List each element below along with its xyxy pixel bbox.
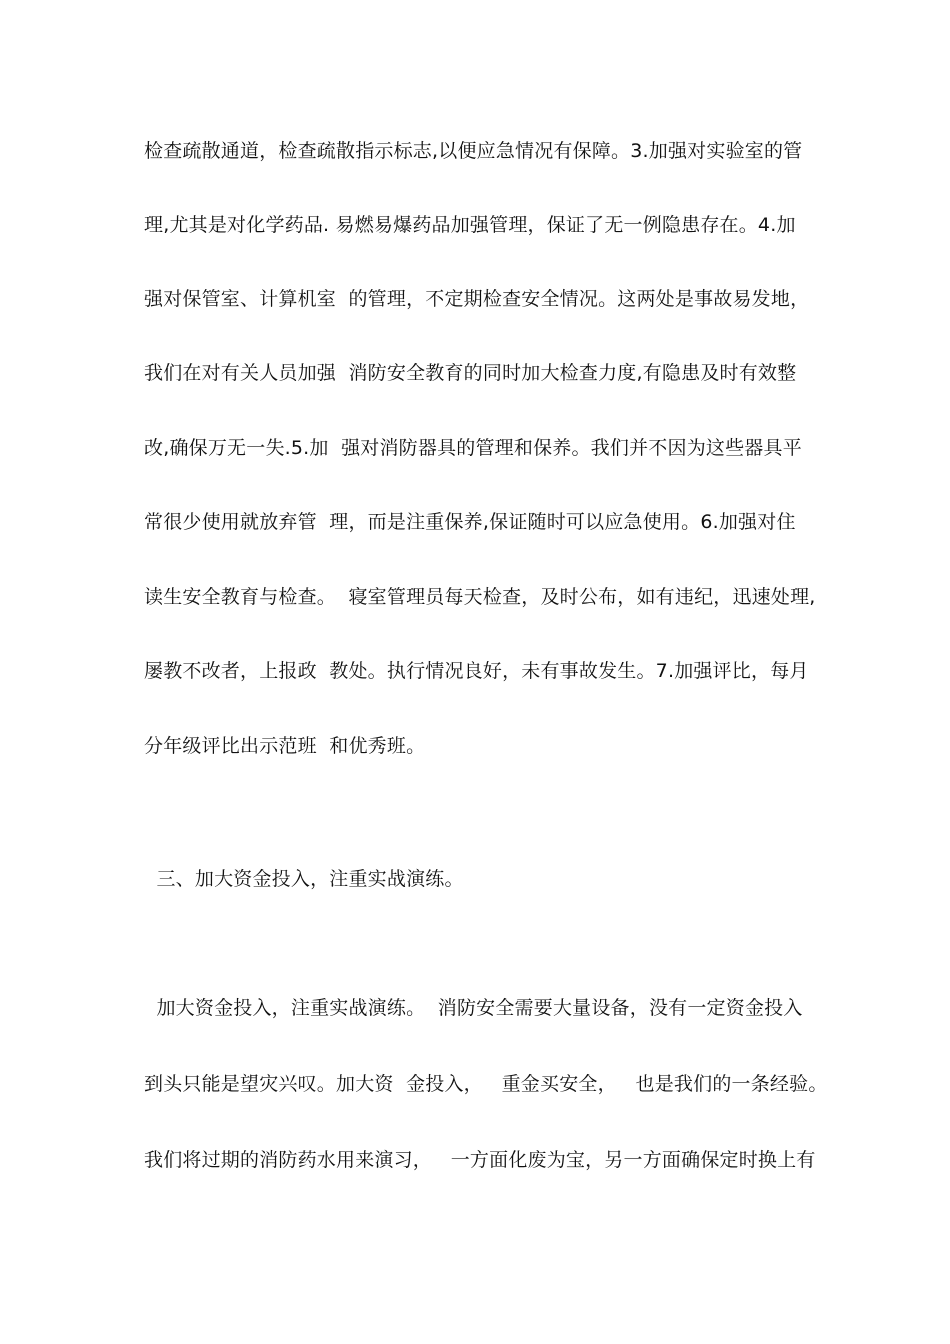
paragraph-1-line-6: 常很少使用就放弃管 理，而是注重保养,保证随时可以应急使用。6.加强对住 bbox=[144, 511, 796, 533]
section-heading: 三、加大资金投入，注重实战演练。 bbox=[144, 868, 464, 890]
paragraph-1-line-2: 理,尤其是对化学药品. 易燃易爆药品加强管理，保证了无一例隐患存在。4.加 bbox=[144, 214, 796, 236]
paragraph-1-line-7: 读生安全教育与检查。 寝室管理员每天检查，及时公布，如有违纪，迅速处理, bbox=[144, 586, 816, 608]
paragraph-2-line-2: 到头只能是望灾兴叹。加大资 金投入， 重金买安全， 也是我们的一条经验。 bbox=[144, 1073, 828, 1095]
paragraph-1-line-3: 强对保管室、计算机室 的管理，不定期检查安全情况。这两处是事故易发地， bbox=[144, 288, 810, 310]
paragraph-1-line-8: 屡教不改者，上报政 教处。执行情况良好，未有事故发生。7.加强评比，每月 bbox=[144, 660, 809, 682]
paragraph-1-line-1: 检查疏散通道，检查疏散指示标志,以便应急情况有保障。3.加强对实验室的管 bbox=[144, 140, 803, 162]
paragraph-1-line-9: 分年级评比出示范班 和优秀班。 bbox=[144, 735, 426, 757]
paragraph-2-line-1: 加大资金投入，注重实战演练。 消防安全需要大量设备，没有一定资金投入 bbox=[144, 997, 803, 1019]
paragraph-2-line-3: 我们将过期的消防药水用来演习， 一方面化废为宝，另一方面确保定时换上有 bbox=[144, 1149, 816, 1171]
paragraph-1-line-4: 我们在对有关人员加强 消防安全教育的同时加大检查力度,有隐患及时有效整 bbox=[144, 362, 797, 384]
paragraph-1-line-5: 改,确保万无一失.5.加 强对消防器具的管理和保养。我们并不因为这些器具平 bbox=[144, 437, 802, 459]
